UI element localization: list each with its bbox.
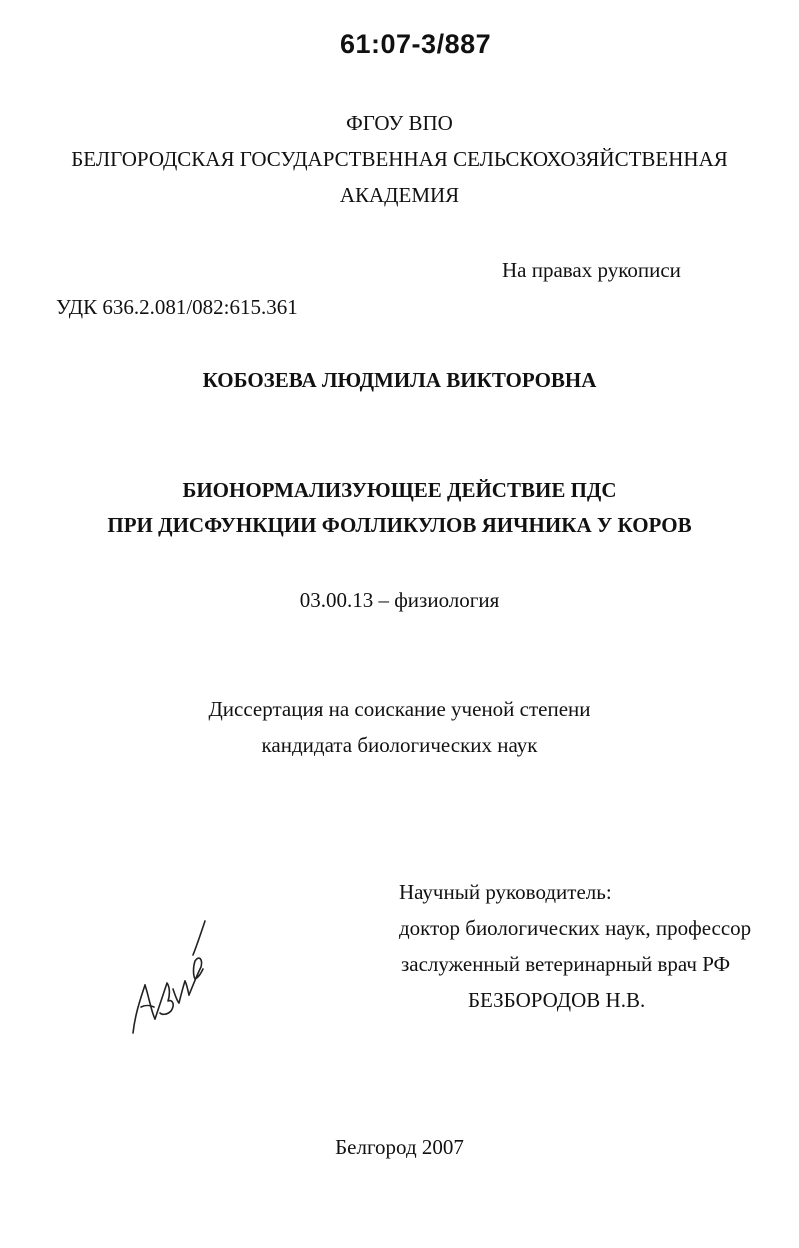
supervisor-line-2: заслуженный ветеринарный врач РФ	[401, 952, 731, 976]
title-line-2: ПРИ ДИСФУНКЦИИ ФОЛЛИКУЛОВ ЯИЧНИКА У КОРОВ	[107, 513, 692, 537]
supervisor-name: БЕЗБОРОДОВ Н.В.	[468, 988, 646, 1012]
degree-line-1: Диссертация на соискание ученой степени	[208, 697, 591, 721]
supervisor-heading: Научный руководитель:	[399, 880, 612, 904]
title-line-1: БИОНОРМАЛИЗУЮЩЕЕ ДЕЙСТВИЕ ПДС	[182, 478, 617, 502]
institution-line-3: АКАДЕМИЯ	[339, 183, 460, 207]
footer-place-year: Белгород 2007	[335, 1135, 464, 1159]
archive-number: 61:07-3/887	[340, 29, 492, 59]
author-name: КОБОЗЕВА ЛЮДМИЛА ВИКТОРОВНА	[202, 368, 597, 392]
supervisor-line-1: доктор биологических наук, профессор	[399, 916, 752, 940]
udc-code: УДК 636.2.081/082:615.361	[56, 295, 298, 319]
degree-line-2: кандидата биологических наук	[261, 733, 538, 757]
institution-line-2: БЕЛГОРОДСКАЯ ГОСУДАРСТВЕННАЯ СЕЛЬСКОХОЗЯЙСТВЕННАЯ	[71, 147, 728, 171]
manuscript-rights: На правах рукописи	[502, 258, 681, 282]
handwritten-signature	[115, 915, 210, 1055]
institution-line-1: ФГОУ ВПО	[346, 111, 453, 135]
specialty: 03.00.13 – физиология	[299, 588, 500, 612]
